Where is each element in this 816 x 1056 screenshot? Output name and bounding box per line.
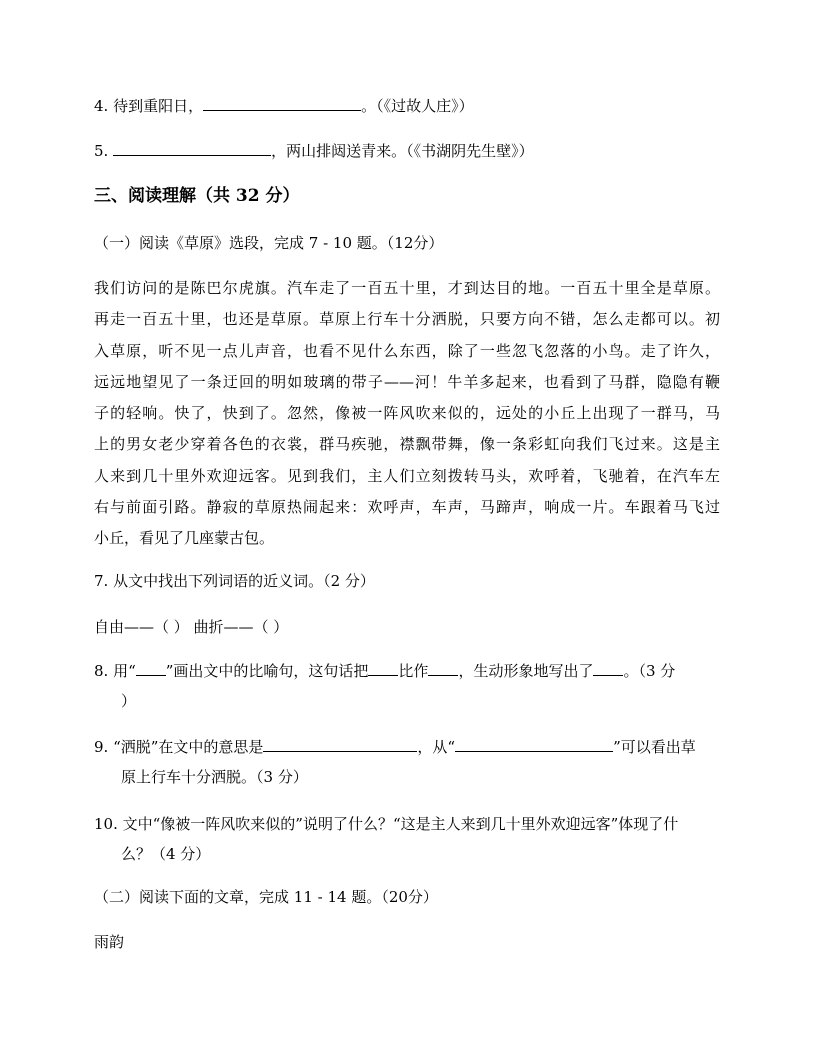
question-7: 7. 从文中找出下列词语的近义词。（2 分） xyxy=(94,572,375,590)
question-4-suffix: 。（《过故人庄》） xyxy=(361,97,474,115)
question-7-answer-line: 自由——（ ） 曲折——（ ） xyxy=(94,618,289,636)
question-9-line-1 xyxy=(94,732,720,762)
passage-line: 小丘，看见了几座蒙古包。 xyxy=(94,529,275,548)
answer-blank[interactable] xyxy=(368,660,398,676)
question-10-line-1: 10. 文中“像被一阵风吹来似的”说明了什么？“这是主人来到几十里外欢迎远客”体现了什 xyxy=(94,815,679,833)
passage-line: 我们访问的是陈巴尔虎旗。汽车走了一百五十里，才到达目的地。一百五十里全是草原。 xyxy=(94,279,720,297)
question-9-text: 9. “洒脱”在文中的意思是 xyxy=(94,738,264,756)
question-8-text: 。（3 分 xyxy=(623,662,676,680)
passage-line: 子的轻响。快了，快到了。忽然，像被一阵风吹来似的，远处的小丘上出现了一群马，马 xyxy=(94,404,720,423)
question-10 xyxy=(94,809,720,869)
question-5-prefix: 5. xyxy=(94,142,114,160)
question-9-text: ，从“ xyxy=(417,738,456,756)
answer-blank[interactable] xyxy=(593,660,623,676)
question-8-line-2: ） xyxy=(121,692,137,710)
question-9-text: ”可以看出草 xyxy=(613,738,696,756)
question-9-line-2: 原上行车十分洒脱。（3 分） xyxy=(121,768,308,786)
reading-passage xyxy=(94,273,720,555)
question-10-line-2: 么？（4 分） xyxy=(121,845,211,863)
question-8-text: 8. 用“ xyxy=(94,662,136,680)
passage-line: 右与前面引路。静寂的草原热闹起来：欢呼声，车声，马蹄声，响成一片。车跟着马飞过 xyxy=(94,498,720,517)
question-8-text: ，生动形象地写出了 xyxy=(458,662,594,680)
passage-line: 上的男女老少穿着各色的衣裳，群马疾驰，襟飘带舞，像一条彩虹向我们飞过来。这是主 xyxy=(94,435,720,454)
article-title: 雨韵 xyxy=(94,933,125,951)
answer-blank[interactable] xyxy=(455,736,613,752)
answer-blank[interactable] xyxy=(263,736,417,752)
question-8-text: ”画出文中的比喻句，这句话把 xyxy=(165,662,369,680)
question-4 xyxy=(94,95,474,116)
question-5 xyxy=(94,140,534,161)
passage-line: 人来到几十里外欢迎远客。见到我们，主人们立刻拨转马头，欢呼着，飞驰着，在汽车左 xyxy=(94,466,720,485)
question-5-suffix: ，两山排闼送青来。（《书湖阴先生壁》） xyxy=(271,142,534,160)
passage-line: 入草原，听不见一点儿声音，也看不见什么东西，除了一些忽飞忽落的小鸟。走了许久， xyxy=(94,341,720,360)
part-1-intro: （一）阅读《草原》选段，完成 7 - 10 题。（12分） xyxy=(94,234,444,252)
answer-blank[interactable] xyxy=(113,140,271,156)
section-heading: 三、阅读理解（共 32 分） xyxy=(94,186,300,206)
passage-line: 远远地望见了一条迂回的明如玻璃的带子——河！牛羊多起来，也看到了马群，隐隐有鞭 xyxy=(94,372,720,391)
question-8 xyxy=(94,656,720,716)
passage-line: 再走一百五十里，也还是草原。草原上行车十分洒脱，只要方向不错，怎么走都可以。初 xyxy=(94,310,720,329)
answer-blank[interactable] xyxy=(136,660,166,676)
question-4-prefix: 4. 待到重阳日， xyxy=(94,97,204,115)
part-2-intro: （二）阅读下面的文章，完成 11 - 14 题。（20分） xyxy=(94,888,438,906)
question-9 xyxy=(94,732,720,792)
answer-blank[interactable] xyxy=(203,95,361,111)
question-8-line-1 xyxy=(94,656,720,686)
answer-blank[interactable] xyxy=(428,660,458,676)
question-8-text: 比作 xyxy=(398,662,429,680)
